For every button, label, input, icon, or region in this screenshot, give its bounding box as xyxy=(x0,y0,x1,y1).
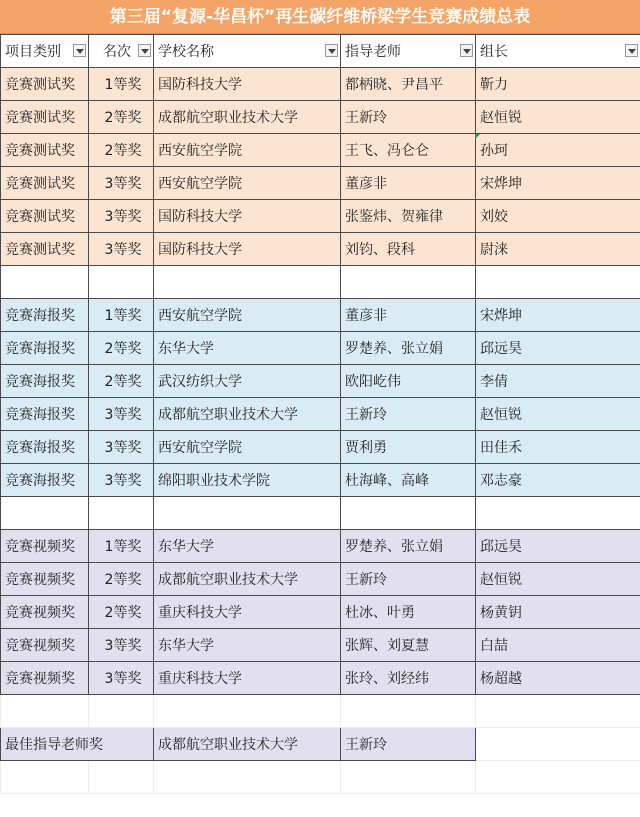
table-cell[interactable]: 贾利勇 xyxy=(341,431,476,464)
table-cell[interactable]: 竞赛海报奖 xyxy=(1,464,89,497)
best-teacher-name[interactable]: 王新玲 xyxy=(341,728,476,761)
table-cell[interactable]: 竞赛视频奖 xyxy=(1,662,89,695)
table-cell[interactable]: 竞赛视频奖 xyxy=(1,629,89,662)
table-cell[interactable]: 王新玲 xyxy=(341,101,476,134)
table-cell[interactable]: 竞赛海报奖 xyxy=(1,398,89,431)
table-cell[interactable]: 杨黄钥 xyxy=(476,596,640,629)
table-cell[interactable]: 东华大学 xyxy=(154,629,341,662)
table-cell[interactable]: 西安航空学院 xyxy=(154,431,341,464)
table-row xyxy=(1,200,640,233)
table-row xyxy=(1,233,640,266)
table-cell[interactable]: 重庆科技大学 xyxy=(154,662,341,695)
empty-row xyxy=(1,497,640,530)
table-row xyxy=(1,101,640,134)
table-cell[interactable]: 竞赛视频奖 xyxy=(1,563,89,596)
empty-cell[interactable] xyxy=(154,266,341,299)
table-cell[interactable]: 武汉纺织大学 xyxy=(154,365,341,398)
table-cell[interactable]: 2等奖 xyxy=(89,596,154,629)
sheet-title: 第三届“复源-华昌杯”再生碳纤维桥梁学生竞赛成绩总表 xyxy=(0,0,640,34)
table-cell[interactable]: 张鉴炜、贺雍律 xyxy=(341,200,476,233)
table-cell[interactable]: 1等奖 xyxy=(89,530,154,563)
table-cell[interactable]: 2等奖 xyxy=(89,332,154,365)
empty-cell[interactable] xyxy=(1,497,89,530)
table-cell[interactable]: 邱远昊 xyxy=(476,530,640,563)
table-cell[interactable]: 刘姣 xyxy=(476,200,640,233)
table-cell[interactable]: 2等奖 xyxy=(89,101,154,134)
header-teacher[interactable]: 指导老师 xyxy=(341,35,476,68)
table-cell[interactable]: 田佳禾 xyxy=(476,431,640,464)
table-row xyxy=(1,365,640,398)
empty-row xyxy=(1,266,640,299)
table-cell[interactable]: 王新玲 xyxy=(341,563,476,596)
table-cell[interactable]: 竞赛测试奖 xyxy=(1,167,89,200)
table-cell[interactable]: 竞赛海报奖 xyxy=(1,299,89,332)
empty-cell[interactable] xyxy=(1,695,89,728)
table-cell[interactable]: 3等奖 xyxy=(89,431,154,464)
table-cell[interactable]: 2等奖 xyxy=(89,563,154,596)
table-cell[interactable]: 赵恒锐 xyxy=(476,101,640,134)
table-cell[interactable]: 杜冰、叶勇 xyxy=(341,596,476,629)
empty-cell[interactable] xyxy=(341,761,476,794)
table-cell[interactable]: 张辉、刘夏慧 xyxy=(341,629,476,662)
table-row xyxy=(1,629,640,662)
table-cell[interactable]: 王飞、冯仑仑 xyxy=(341,134,476,167)
table-row xyxy=(1,134,640,167)
table-row xyxy=(1,530,640,563)
table-cell[interactable]: 3等奖 xyxy=(89,629,154,662)
empty-cell[interactable] xyxy=(476,497,640,530)
best-teacher-label[interactable]: 最佳指导老师奖 xyxy=(1,728,154,761)
empty-row xyxy=(1,695,640,728)
dropdown-arrow-icon[interactable] xyxy=(73,44,86,57)
dropdown-arrow-icon[interactable] xyxy=(625,44,638,57)
table-cell[interactable]: 竞赛测试奖 xyxy=(1,68,89,101)
table-cell[interactable]: 成都航空职业技术大学 xyxy=(154,398,341,431)
table-cell[interactable]: 3等奖 xyxy=(89,200,154,233)
empty-row xyxy=(1,761,640,794)
table-cell[interactable]: 竞赛测试奖 xyxy=(1,101,89,134)
table-cell[interactable]: 赵恒锐 xyxy=(476,398,640,431)
table-cell[interactable]: 3等奖 xyxy=(89,662,154,695)
table-cell[interactable]: 重庆科技大学 xyxy=(154,596,341,629)
table-cell[interactable]: 成都航空职业技术大学 xyxy=(154,563,341,596)
table-cell[interactable]: 3等奖 xyxy=(89,233,154,266)
table-cell[interactable]: 杜海峰、高峰 xyxy=(341,464,476,497)
table-cell[interactable]: 竞赛视频奖 xyxy=(1,596,89,629)
table-row xyxy=(1,167,640,200)
best-teacher-school[interactable]: 成都航空职业技术大学 xyxy=(154,728,341,761)
table-row xyxy=(1,332,640,365)
table-cell[interactable]: 竞赛海报奖 xyxy=(1,332,89,365)
empty-cell[interactable] xyxy=(89,695,154,728)
table-cell[interactable]: 刘钧、段科 xyxy=(341,233,476,266)
empty-cell[interactable] xyxy=(476,728,640,761)
best-teacher-row xyxy=(1,728,640,761)
empty-cell[interactable] xyxy=(341,497,476,530)
table-cell[interactable]: 赵恒锐 xyxy=(476,563,640,596)
table-row xyxy=(1,398,640,431)
table-cell[interactable]: 1等奖 xyxy=(89,299,154,332)
empty-cell[interactable] xyxy=(341,266,476,299)
cell-comment-marker xyxy=(475,134,480,139)
table-cell[interactable]: 邓志豪 xyxy=(476,464,640,497)
table-cell[interactable]: 3等奖 xyxy=(89,398,154,431)
table-cell[interactable]: 竞赛测试奖 xyxy=(1,200,89,233)
empty-cell[interactable] xyxy=(1,266,89,299)
table-cell[interactable]: 都柄晓、尹昌平 xyxy=(341,68,476,101)
table-row xyxy=(1,464,640,497)
empty-cell[interactable] xyxy=(89,497,154,530)
table-cell[interactable]: 尉涞 xyxy=(476,233,640,266)
table-cell[interactable]: 宋烨坤 xyxy=(476,167,640,200)
dropdown-arrow-icon[interactable] xyxy=(138,44,151,57)
table-cell[interactable]: 罗楚养、张立娟 xyxy=(341,530,476,563)
dropdown-arrow-icon[interactable] xyxy=(460,44,473,57)
header-row xyxy=(1,35,640,68)
table-cell[interactable]: 3等奖 xyxy=(89,167,154,200)
empty-cell[interactable] xyxy=(154,761,341,794)
table-row xyxy=(1,596,640,629)
table-cell[interactable]: 罗楚养、张立娟 xyxy=(341,332,476,365)
header-school[interactable]: 学校名称 xyxy=(154,35,341,68)
table-cell[interactable]: 靳力 xyxy=(476,68,640,101)
table-cell[interactable]: 绵阳职业技术学院 xyxy=(154,464,341,497)
header-rank[interactable]: 名次 xyxy=(89,35,154,68)
table-cell[interactable]: 西安航空学院 xyxy=(154,134,341,167)
table-cell[interactable]: 竞赛测试奖 xyxy=(1,233,89,266)
table-row xyxy=(1,662,640,695)
table-cell[interactable]: 竞赛海报奖 xyxy=(1,365,89,398)
table-cell[interactable]: 李倩 xyxy=(476,365,640,398)
table-cell[interactable]: 国防科技大学 xyxy=(154,233,341,266)
table-cell[interactable]: 张玲、刘经纬 xyxy=(341,662,476,695)
table-cell[interactable]: 欧阳屹伟 xyxy=(341,365,476,398)
table-cell[interactable]: 董彦非 xyxy=(341,167,476,200)
header-leader[interactable]: 组长 xyxy=(476,35,640,68)
table-cell[interactable]: 国防科技大学 xyxy=(154,68,341,101)
table-cell[interactable]: 竞赛海报奖 xyxy=(1,431,89,464)
results-table xyxy=(0,34,640,794)
table-cell[interactable]: 成都航空职业技术大学 xyxy=(154,101,341,134)
table-cell[interactable]: 竞赛视频奖 xyxy=(1,530,89,563)
empty-cell[interactable] xyxy=(89,266,154,299)
table-cell[interactable]: 董彦非 xyxy=(341,299,476,332)
table-cell[interactable]: 邱远昊 xyxy=(476,332,640,365)
table-cell[interactable]: 孙珂 xyxy=(476,134,640,167)
table-cell[interactable]: 东华大学 xyxy=(154,530,341,563)
empty-cell[interactable] xyxy=(89,761,154,794)
table-cell[interactable]: 宋烨坤 xyxy=(476,299,640,332)
table-cell[interactable]: 杨超越 xyxy=(476,662,640,695)
table-cell[interactable]: 东华大学 xyxy=(154,332,341,365)
empty-cell[interactable] xyxy=(476,761,640,794)
empty-cell[interactable] xyxy=(476,266,640,299)
empty-cell[interactable] xyxy=(1,761,89,794)
empty-cell[interactable] xyxy=(341,695,476,728)
header-category[interactable]: 项目类别 xyxy=(1,35,89,68)
table-row xyxy=(1,299,640,332)
table-row xyxy=(1,68,640,101)
table-row xyxy=(1,563,640,596)
table-cell[interactable]: 王新玲 xyxy=(341,398,476,431)
empty-cell[interactable] xyxy=(154,497,341,530)
empty-cell[interactable] xyxy=(476,695,640,728)
table-cell[interactable]: 白喆 xyxy=(476,629,640,662)
dropdown-arrow-icon[interactable] xyxy=(325,44,338,57)
table-cell[interactable]: 3等奖 xyxy=(89,464,154,497)
table-cell[interactable]: 1等奖 xyxy=(89,68,154,101)
table-row xyxy=(1,431,640,464)
table-cell[interactable]: 国防科技大学 xyxy=(154,200,341,233)
empty-cell[interactable] xyxy=(154,695,341,728)
table-cell[interactable]: 竞赛测试奖 xyxy=(1,134,89,167)
table-cell[interactable]: 西安航空学院 xyxy=(154,299,341,332)
table-cell[interactable]: 2等奖 xyxy=(89,134,154,167)
table-cell[interactable]: 西安航空学院 xyxy=(154,167,341,200)
table-cell[interactable]: 2等奖 xyxy=(89,365,154,398)
